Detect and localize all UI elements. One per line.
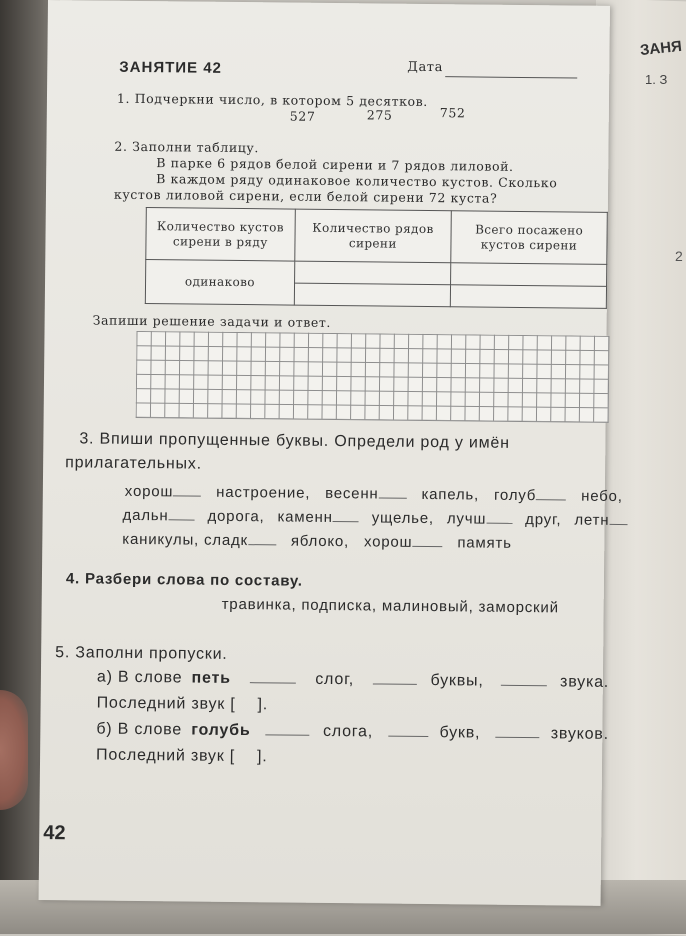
number-option[interactable]: 527 xyxy=(290,109,316,124)
next-page-item: 1. З xyxy=(645,72,667,87)
answer-blank[interactable] xyxy=(496,737,540,738)
next-page-number: 2 xyxy=(675,248,683,264)
next-page xyxy=(596,0,686,936)
letter-blank[interactable] xyxy=(536,499,566,500)
task5b-last-sound: Последний звук [ ]. xyxy=(96,747,268,767)
task2-title: 2. Заполни таблицу. xyxy=(114,139,259,156)
table-cell-empty[interactable] xyxy=(294,261,451,285)
task3-line: дальн дорога, каменн ущелье, лучш друг, летн xyxy=(123,507,628,529)
task4-title: 4. Разбери слова по составу. xyxy=(66,570,303,589)
task5-title: 5. Заполни пропуски. xyxy=(55,644,228,664)
lesson-title: ЗАНЯТИЕ 42 xyxy=(119,59,222,77)
page-number: 42 xyxy=(43,822,65,845)
number-option[interactable]: 275 xyxy=(367,107,393,122)
number-option[interactable]: 752 xyxy=(440,105,466,120)
table-cell-empty[interactable] xyxy=(450,285,606,309)
task2-line: кустов лиловой сирени, если белой сирени 72 куста? xyxy=(114,187,498,206)
task2-line: В парке 6 рядов белой сирени и 7 рядов лиловой. xyxy=(156,155,514,174)
table-cell-empty[interactable] xyxy=(294,283,451,307)
table-header: Количество кустов сирени в ряду xyxy=(146,208,295,262)
task3-line: хорош настроение, весенн капель, голуб небо, xyxy=(125,483,623,505)
task1-text: 1. Подчеркни число, в котором 5 десятков. xyxy=(117,91,428,109)
letter-blank[interactable] xyxy=(486,523,512,524)
letter-blank[interactable] xyxy=(609,524,627,525)
letter-blank[interactable] xyxy=(169,519,195,520)
answer-blank[interactable] xyxy=(501,685,547,686)
answer-blank[interactable] xyxy=(250,682,296,683)
table-header: Всего посажено кустов сирени xyxy=(451,211,607,265)
task4-words[interactable]: травинка, подписка, малиновый, заморский xyxy=(222,596,559,617)
next-page-title: ЗАНЯ xyxy=(639,38,682,59)
task5a-line: а) В слове петь слог, буквы, звука. xyxy=(97,669,609,692)
letter-blank[interactable] xyxy=(412,546,442,547)
letter-blank[interactable] xyxy=(333,521,359,522)
letter-blank[interactable] xyxy=(173,495,201,496)
table-cell: одинаково xyxy=(145,260,294,306)
answer-blank[interactable] xyxy=(373,683,417,684)
date-line[interactable] xyxy=(445,76,577,78)
finger xyxy=(0,690,28,810)
task5a-last-sound: Последний звук [ ]. xyxy=(97,695,269,715)
solution-grid[interactable] xyxy=(136,331,610,423)
table-header: Количество рядов сирени xyxy=(294,209,451,263)
letter-blank[interactable] xyxy=(379,497,407,498)
task3-title: 3. Впиши пропущенные буквы. Определи род у имён xyxy=(79,430,510,453)
answer-blank[interactable] xyxy=(266,734,310,735)
task3-title: прилагательных. xyxy=(65,454,202,473)
task3-line: каникулы, сладк яблоко, хорош память xyxy=(122,531,512,552)
workbook-page xyxy=(39,0,610,906)
task2-line: В каждом ряду одинаковое количество кустов. Сколько xyxy=(156,171,557,190)
letter-blank[interactable] xyxy=(248,544,276,545)
date-label: Дата xyxy=(407,60,443,75)
task5b-line: б) В слове голубь слога, букв, звуков. xyxy=(96,721,609,744)
task2-table xyxy=(145,207,608,309)
table-cell-empty[interactable] xyxy=(451,263,607,287)
write-solution-label: Запиши решение задачи и ответ. xyxy=(93,312,331,329)
answer-blank[interactable] xyxy=(388,736,428,737)
